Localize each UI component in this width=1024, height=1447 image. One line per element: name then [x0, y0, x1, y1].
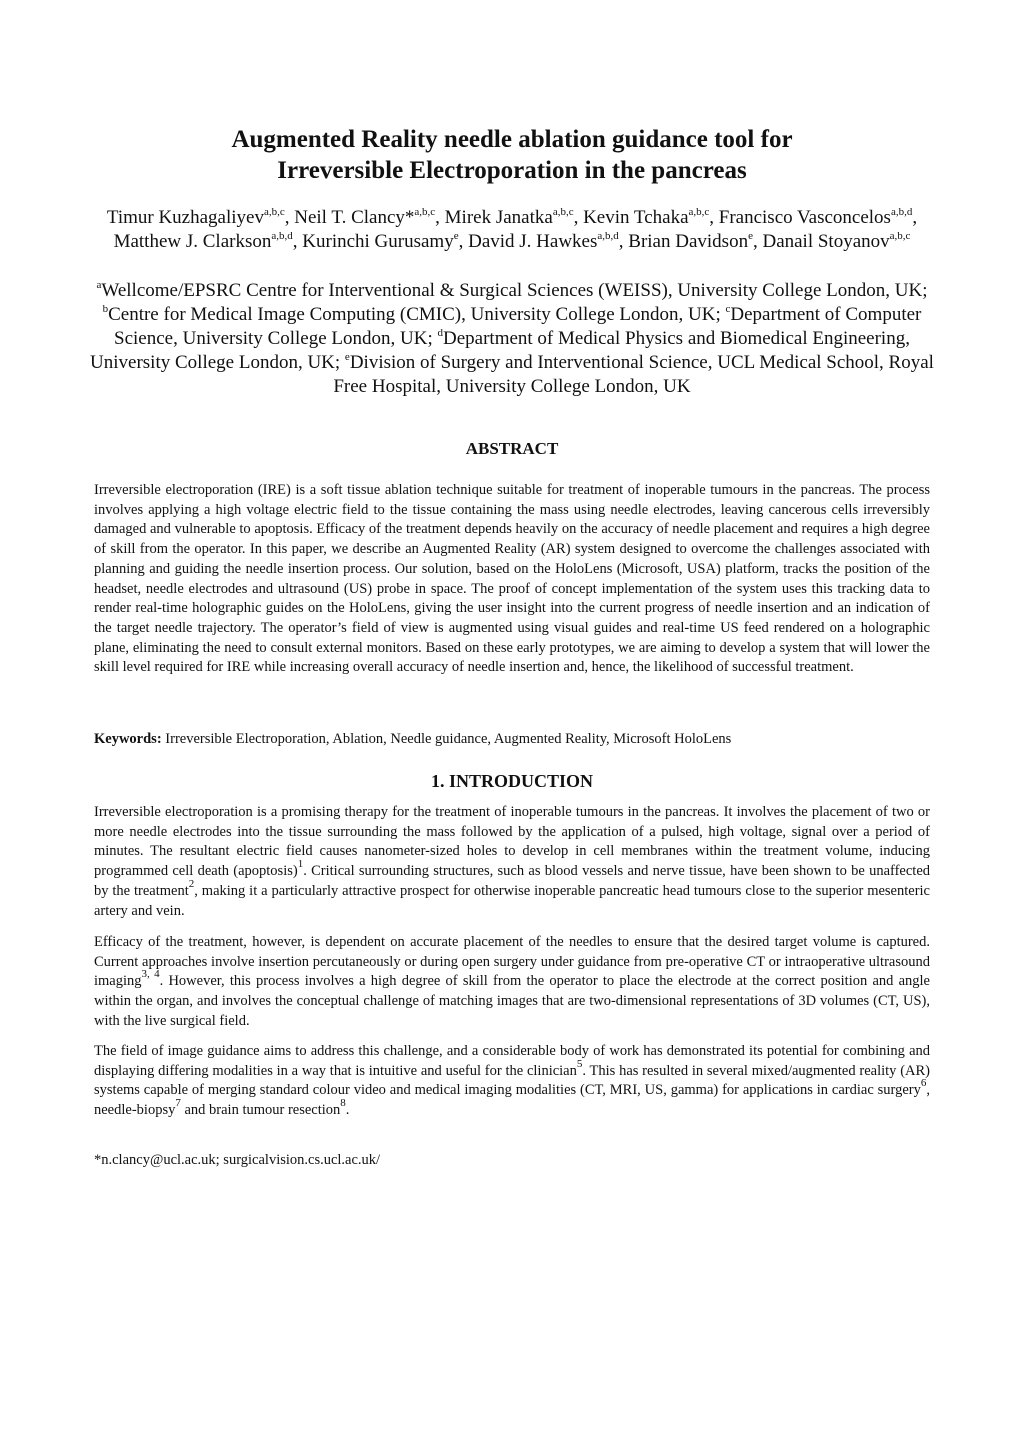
author-name: Danail Stoyanov — [762, 231, 890, 252]
paragraph-text: and brain tumour resection — [180, 1102, 341, 1119]
paragraph-text: Efficacy of the treatment, however, is dependent on accurate placement of the needles to ensure that the desired target volume is captured. Current approaches involve insertion percutaneously or during open surgery under guidance from pre-operative CT or intraoperative ultrasound imaging — [94, 934, 930, 990]
intro-paragraph-2 — [94, 933, 930, 1032]
paragraph-text: . This has resulted in several mixed/augmented reality (AR) systems capable of merging standard colour video and medical imaging modalities (CT, MRI, US, gamma) for applications in cardiac surgery — [94, 1062, 930, 1099]
citation-marker: 2 — [188, 877, 195, 890]
affiliation-marker: e — [344, 351, 350, 363]
keywords — [94, 730, 930, 750]
author-affiliation-marker: e — [748, 230, 753, 242]
abstract-heading: ABSTRACT — [465, 439, 559, 458]
author-name: Neil T. Clancy* — [294, 207, 415, 228]
author-affiliation-marker: a,b,d — [890, 206, 913, 218]
affiliation-text: Wellcome/EPSRC Centre for Interventional & Surgical Sciences (WEISS), University College London, UK; — [101, 280, 928, 301]
paragraph-text: . — [345, 1102, 350, 1119]
paragraph-text: . Critical surrounding structures, such as blood vessels and nerve tissue, have been shown to be unaffected by the treatment — [94, 863, 931, 899]
author-separator: , — [435, 207, 445, 228]
paragraph-text: The field of image guidance aims to address this challenge, and a considerable body of work has demonstrated its potential for combining and displaying differing modalities in a way that is intuitive and useful for the clinician — [94, 1043, 930, 1079]
author-affiliation-marker: a,b,d — [271, 230, 293, 242]
author-affiliation-marker: a,b,d — [597, 230, 619, 242]
author-affiliation-marker: a,b,c — [263, 206, 285, 218]
intro-paragraph-1 — [94, 803, 930, 921]
author-separator: , — [709, 207, 719, 228]
author-separator: , — [458, 231, 469, 252]
paper-title — [90, 124, 934, 186]
affiliation-marker: d — [437, 327, 443, 339]
author-name: Mirek Janatka — [444, 207, 553, 228]
author-separator: , — [292, 231, 303, 252]
affiliation-marker: c — [725, 303, 731, 315]
author-name: Timur Kuzhagaliyev — [106, 207, 264, 228]
affiliation-text: Department of Medical Physics and Biomedical Engineering, University College London, UK; — [90, 328, 910, 373]
author-affiliation-marker: e — [453, 230, 459, 242]
keywords-label: Keywords: — [94, 731, 162, 747]
author-separator: , — [912, 207, 918, 228]
author-affiliation-marker: a,b,c — [889, 230, 911, 242]
intro-paragraph-3 — [94, 1042, 930, 1121]
citation-marker: 3, 4 — [141, 968, 160, 981]
author-separator: , — [618, 231, 629, 252]
paragraph-text: , making it a particularly attractive prospect for otherwise inoperable pancreatic head tumours close to the superior mesenteric artery and vein. — [94, 882, 930, 919]
author-name: Francisco Vasconcelos — [718, 207, 891, 228]
author-name: Matthew J. Clarkson — [113, 231, 272, 252]
author-affiliation-marker: a,b,c — [688, 206, 710, 218]
citation-marker: 8 — [340, 1097, 346, 1110]
author-name: David J. Hawkes — [468, 231, 598, 252]
paragraph-text: , needle-biopsy — [94, 1082, 930, 1119]
citation-marker: 7 — [175, 1097, 181, 1110]
affiliation-text: Department of Computer Science, University College London, UK; — [114, 304, 922, 349]
affiliation-marker: b — [102, 303, 109, 315]
author-affiliation-marker: a,b,c — [552, 206, 574, 218]
paragraph-text: . However, this process involves a high degree of skill from the operator to place the electrode at the correct position and angle within the organ, and involves the conceptual challenge of matching images that are two-dimensional representations of 3D volumes (CT, US), with the live surgical field. — [94, 973, 930, 1029]
author-name: Kurinchi Gurusamy — [302, 231, 454, 252]
keywords-text: Irreversible Electroporation, Ablation, Needle guidance, Augmented Reality, Microsoft HoloLens — [161, 731, 732, 747]
author-separator: , — [573, 207, 584, 228]
affiliation-text: Centre for Medical Image Computing (CMIC), University College London, UK; — [108, 304, 726, 325]
title-line-1: Augmented Reality needle ablation guidance tool for — [231, 126, 793, 153]
affiliation-text: Division of Surgery and Interventional Science, UCL Medical School, Royal Free Hospital, University College London, UK — [333, 352, 934, 397]
author-name: Kevin Tchaka — [583, 207, 689, 228]
affiliation-marker: a — [96, 279, 102, 291]
abstract-body: Irreversible electroporation (IRE) is a soft tissue ablation technique suitable for treatment of inoperable tumours in the pancreas. The process involves applying a high voltage electric field to the tissue containing the mass using needle electrodes, leaving cancerous cells irreversibly damaged and vulnerable to apoptosis. Efficacy of the treatment depends heavily on the accuracy of needle placement and requires a high degree of skill from the operator. In this paper, we describe an Augmented Reality (AR) system designed to overcome the challenges associated with planning and guiding the needle insertion process. Our solution, based on the HoloLens (Microsoft, USA) platform, tracks the position of the headset, needle electrodes and ultrasound (US) probe in space. The proof of concept implementation of the system uses this tracking data to render real-time holographic guides on the HoloLens, giving the user insight into the current progress of needle insertion and an indication of the target needle trajectory. The operator’s field of view is augmented using visual guides and real-time US feed rendered on a holographic plane, eliminating the need to consult external monitors. Based on these early prototypes, we are aiming to develop a system that will lower the skill level required for IRE while increasing overall accuracy of needle insertion and, hence, the likelihood of successful treatment. — [94, 482, 930, 676]
corresponding-author-footnote: *n.clancy@ucl.ac.uk; surgicalvision.cs.ucl.ac.uk/ — [94, 1152, 381, 1168]
title-line-2: Irreversible Electroporation in the pancreas — [277, 157, 747, 184]
citation-marker: 6 — [920, 1077, 927, 1090]
author-list — [90, 206, 934, 254]
author-affiliation-marker: a,b,c — [414, 206, 436, 218]
author-separator: , — [752, 231, 763, 252]
author-separator: , — [284, 207, 295, 228]
citation-marker: 1 — [297, 858, 304, 871]
paragraph-text: Irreversible electroporation is a promising therapy for the treatment of inoperable tumours in the pancreas. It involves the placement of two or more needle electrodes into the tissue surrounding the mass followed by the application of a pulsed, high voltage, signal over a period of minutes. The resultant electric field causes nanometer-sized holes to develop in cell membranes within the treatment volume, inducing programmed cell death (apoptosis) — [94, 804, 930, 880]
affiliation-list — [90, 279, 934, 399]
author-name: Brian Davidson — [628, 231, 749, 252]
citation-marker: 5 — [576, 1057, 583, 1070]
introduction-heading: 1. INTRODUCTION — [430, 771, 594, 791]
